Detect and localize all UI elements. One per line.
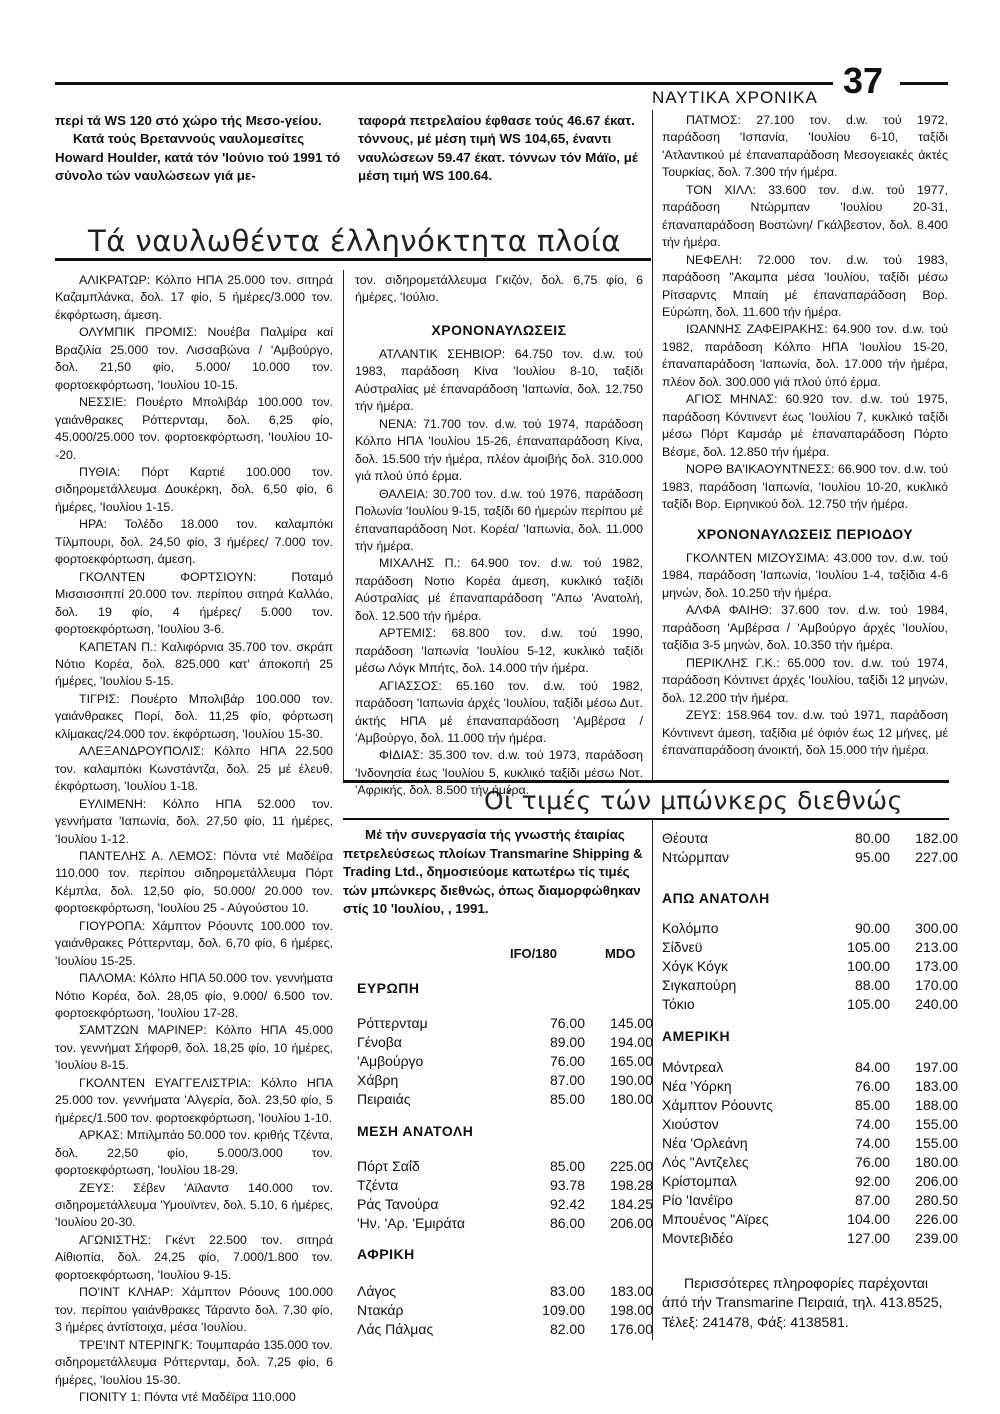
port-name: Ντακάρ (357, 1302, 404, 1318)
charter-entry: ΑΓΙΟΣ ΜΗΝΑΣ: 60.920 τον. d.w. τού 1975, παράδοση Κόντινεντ έως 'Ιουλίου 7, κυκλικό ταξίδι μέσω Πόρτ Καμσάρ μέ έπαναπαράδοση Πόρτο Βέσμε, δολ. 12.850 τήν ήμέρα. (662, 392, 948, 459)
port-name: Μόντρεαλ (662, 1059, 724, 1075)
mdo-price: 145.00 (610, 1015, 653, 1031)
mdo-price: 300.00 (915, 920, 958, 936)
contact-footer (662, 1274, 952, 1332)
mdo-price: 213.00 (915, 939, 958, 955)
port-name: Λάς Πάλμας (357, 1321, 434, 1337)
price-row (357, 1321, 653, 1340)
port-name: Σιγκαπούρη (662, 977, 737, 993)
price-row (662, 1097, 958, 1116)
ifo-price: 76.00 (549, 1015, 585, 1031)
mdo-price: 280.50 (915, 1192, 958, 1208)
intro-paragraph: Κατά τούς Βρεταννούς ναυλομεσίτες Howard Houlder, κατά τόν 'Ιούνιο τού 1991 τό σύνολο τών ναυλώσεων γιά με- (55, 131, 341, 183)
charter-entry: ΗΡΑ: Τολέδο 18.000 τον. καλαμπόκι Τίλμπουρι, δολ. 24,50 φίο, 3 ήμέρες/ 7.000 τον. φορτοεκφόρτωση, άμεση. (55, 517, 333, 567)
charter-entry: ΘΑΛΕΙΑ: 30.700 τον. d.w. τού 1976, παράδοση Πολωνία 'Ιουλίου 9-15, ταξίδι 60 ήμερών περίπου μέ έπαναπαράδοση Νοτ. Κορέα/ 'Ιαπωνία, δολ. 11.000 τήν ήμέρα. (355, 486, 643, 553)
price-row (357, 1053, 653, 1072)
column-divider (652, 110, 653, 780)
port-name: Θέουτα (662, 830, 708, 846)
page-number: 37 (843, 60, 884, 101)
ifo-price: 89.00 (549, 1034, 585, 1050)
charter-entry: ΓΙΟΝΙΤΥ 1: Πόντα ντέ Μαδέϊρα 110.000 (79, 1390, 296, 1404)
mdo-price: 183.00 (610, 1283, 653, 1299)
mdo-price: 197.00 (915, 1059, 958, 1075)
timecharter-column-3 (662, 112, 948, 513)
mdo-price: 226.00 (915, 1211, 958, 1227)
charter-entry: ΠΑΤΜΟΣ: 27.100 τον. d.w. τού 1972, παράδοση 'Ισπανία, 'Ιουλίου 6-10, ταξίδι 'Ατλαντικού μέ έπαναπαράδοση Μεσογειακές άκτές Τουρκίας, δολ. 7.300 τήν ήμέρα. (662, 113, 948, 180)
mdo-price: 227.00 (915, 849, 958, 865)
charter-entry: ΚΑΠΕΤΑΝ Π.: Καλιφόρνια 35.700 τον. σκράπ Νότιο Κορέα, δολ. 825.000 κατ' άποκοπή 25 ήμέρες, 'Ιουλίου 5-15. (55, 639, 333, 689)
bunker-intro: Μέ τήν συνεργασία τής γνωστής έταιρίας πετρελεύσεως πλοίων Transmarine Shipping & Trading Ltd., δημοσιεύομε κατωτέρω τίς τιμές τών μπώνκερς διεθνώς, όπως διαμορφώθηκαν στίς 10 'Ιουλίου, , 1991. (343, 827, 643, 917)
region-heading: ΜΕΣΗ ΑΝΑΤΟΛΗ (357, 1123, 474, 1139)
price-row (662, 849, 958, 868)
charter-entry: ΕΥΛΙΜΕΝΗ: Κόλπο ΗΠΑ 52.000 τον. γεννήματα 'Ιαπωνία, δολ. 27,50 φίο, 11 ήμέρες, 'Ιουλίου 1-12. (55, 796, 333, 846)
price-row (662, 996, 958, 1015)
ifo-price: 95.00 (854, 849, 890, 865)
ifo-price: 82.00 (549, 1321, 585, 1337)
region-heading: ΑΜΕΡΙΚΗ (662, 1028, 731, 1044)
ifo-price: 76.00 (854, 1154, 890, 1170)
magazine-title: ΝΑΥΤΙΚΑ ΧΡΟΝΙΚΑ (652, 88, 818, 107)
price-row (662, 1154, 958, 1173)
ifo-price: 80.00 (854, 830, 890, 846)
port-name: Πειραιάς (357, 1091, 411, 1107)
ifo-price: 84.00 (854, 1059, 890, 1075)
ifo-price: 92.42 (549, 1196, 585, 1212)
ifo-price: 85.00 (549, 1091, 585, 1107)
mdo-price: 173.00 (915, 958, 958, 974)
ifo-price: 105.00 (847, 939, 890, 955)
price-row (662, 1173, 958, 1192)
continued-entry: τον. σιδηρομετάλλευμα Γκιζόν, δολ. 6,75 φίο, 6 ήμέρες, 'Ιούλιο. (355, 273, 643, 305)
mdo-price: 180.00 (610, 1091, 653, 1107)
mdo-price: 206.00 (610, 1215, 653, 1231)
mdo-price: 176.00 (610, 1321, 653, 1337)
port-name: Τόκιο (662, 996, 695, 1012)
charter-entry: ΝΕΣΣΙΕ: Πουέρτο Μπολιβάρ 100.000 τον. γαιάνθρακες Ρόττερνταμ, δολ. 6,25 φίο, 45.000/25.000 τον. φορτοεκφόρτωση, 'Ιουλίου 10--20. (55, 395, 333, 462)
price-table (357, 1015, 653, 1110)
ifo-price: 100.00 (847, 958, 890, 974)
ifo-price: 93.78 (549, 1177, 585, 1193)
price-row (662, 958, 958, 977)
ifo-price: 104.00 (847, 1211, 890, 1227)
mdo-price: 190.00 (610, 1072, 653, 1088)
port-name: Ράς Τανούρα (357, 1196, 439, 1212)
intro-column-1 (55, 112, 347, 185)
port-name: Λός "Αντζελες (662, 1154, 749, 1170)
mdo-price: 239.00 (915, 1230, 958, 1246)
intro-column-2 (358, 112, 648, 185)
mdo-price: 198.00 (610, 1302, 653, 1318)
mdo-price: 182.00 (915, 830, 958, 846)
ifo-price: 87.00 (854, 1192, 890, 1208)
footer-text: Περισσότερες πληροφορίες παρέχονται άπό τήν Transmarine Πειραιά, τηλ. 413.8525, Τέλεξ: 241478, Φάξ: 4138581. (662, 1275, 943, 1330)
price-row (357, 1215, 653, 1234)
mdo-price: 188.00 (915, 1097, 958, 1113)
ifo-price: 85.00 (549, 1158, 585, 1174)
ifo-price: 127.00 (847, 1230, 890, 1246)
charter-entry: ΑΤΛΑΝΤΙΚ ΣΕΗΒΙΟΡ: 64.750 τον. d.w. τού 1983, παράδοση Κίνα 'Ιουλίου 8-10, ταξίδι Αύστραλίας μέ έπαναράδοση 'Ιαπωνία, δολ. 12.750 τήν ήμέρα. (355, 347, 643, 414)
charter-entry: ΑΛΕΞΑΝΔΡΟΥΠΟΛΙΣ: Κόλπο ΗΠΑ 22.500 τον. καλαμπόκι Κωνστάντζα, δολ. 25 μέ έλευθ. έκφόρτωση, 'Ιουλίου 1-18. (55, 744, 333, 794)
port-name: Ρίο 'Ιανέϊρο (662, 1192, 733, 1208)
charter-entry: ΝΟΡΘ ΒΑ'ΙΚΑΟΥΝΤΝΕΣΣ: 66.900 τον. d.w. τού 1983, παράδοση 'Ιαπωνία, 'Ιουλίου 10-20, κυκλικό ταξίδι Βορ. Ειρηνικού δολ. 12.750 τήν ήμέρα. (662, 462, 948, 511)
period-charter-heading: ΧΡΟΝΟΝΑΥΛΩΣΕΙΣ ΠΕΡΙΟΔΟΥ (696, 526, 914, 542)
port-name: Κρίστομπαλ (662, 1173, 737, 1189)
price-table (662, 830, 958, 868)
price-row (662, 1192, 958, 1211)
price-row (662, 977, 958, 996)
charter-entry: ΑΡΚΑΣ: Μπιλμπάο 50.000 τον. κριθής Τζέντα, δολ. 22,50 φίο, 5.000/3.000 τον. φορτοεκφόρτωση, 'Ιουλίου 18-29. (55, 1128, 333, 1178)
charter-entry: ΠΑΝΤΕΛΗΣ Α. ΛΕΜΟΣ: Πόντα ντέ Μαδέϊρα 110.000 τον. περίπου σιδηρομετάλλευμα Πόρτ Κέμπλα, δολ. 12,50 φίο, 50.000/ 20.000 τον. φορτοεκφόρτωση, 'Ιουλίου 25 - Αύγούστου 10. (55, 848, 333, 916)
mdo-price: 198.28 (610, 1177, 653, 1193)
charter-entry: ΑΡΤΕΜΙΣ: 68.800 τον. d.w. τού 1990, παράδοση 'Ιαπωνία 'Ιουλίου 5-12, κυκλικό ταξίδι μέσω Λόγκ Μπήτς, δολ. 14.000 τήν ήμέρα. (355, 626, 643, 676)
ifo-price: 92.00 (854, 1173, 890, 1189)
port-name: Γένοβα (357, 1034, 402, 1050)
region-heading: ΑΦΡΙΚΗ (357, 1246, 415, 1262)
ifo-price: 105.00 (847, 996, 890, 1012)
column-header-ifo: IFO/180 (510, 946, 557, 961)
price-row (662, 830, 958, 849)
section-rule (343, 780, 949, 783)
port-name: Χόγκ Κόγκ (662, 958, 728, 974)
charter-entry: ΜΙΧΑΛΗΣ Π.: 64.900 τον. d.w. τού 1982, παράδοση Νοτιο Κορέα άμεση, κυκλικό ταξίδι Αύστραλίας μέ έπαναπαράδοση "Απω 'Ανατολή, δολ. 12.500 τήν ήμέρα. (355, 556, 643, 623)
charter-entry: ΑΛΙΚΡΑΤΩΡ: Κόλπο ΗΠΑ 25.000 τον. σιτηρά Καζαμπλάνκα, δολ. 17 φίο, 5 ήμέρες/3.000 τον. έκφόρτωση, άμεση. (55, 273, 333, 322)
port-name: Κολόμπο (662, 920, 719, 936)
port-name: Ντώρμπαν (662, 849, 729, 865)
timecharter-heading: ΧΡΟΝΟΝΑΥΛΩΣΕΙΣ (431, 322, 567, 338)
charter-entry: ΟΛΥΜΠΙΚ ΠΡΟΜΙΣ: Νουέβα Παλμίρα καί Βραζιλία 25.000 τον. Λισσαβώνα / 'Αμβούργο, δολ. 21,50 φίο, 5.000/ 10.000 τον. φορτοεκφόρτωση, 'Ιουλίου 10-15. (55, 325, 333, 392)
charter-entry: ΠΑΛΟΜΑ: Κόλπο ΗΠΑ 50.000 τον. γεννήματα Νότιο Κορέα, δολ. 28,05 φίο, 9.000/ 6.500 τον. φορτοεκφόρτωση, 'Ιουλίου 17-28. (55, 971, 333, 1021)
mdo-price: 206.00 (915, 1173, 958, 1189)
port-name: Νέα 'Υόρκη (662, 1078, 732, 1094)
charter-entry: ΑΓΙΑΣΣΟΣ: 65.160 τον. d.w. τού 1982, παράδοση 'Ιαπωνία άρχές 'Ιουλίου, ταξίδι μέσω Δυτ. άκτής ΗΠΑ μέ έπαναπαράδοση 'Αμβέρσα / 'Αμβούργο, δολ. 11.000 τήν ήμέρα. (355, 678, 643, 745)
charter-entry: ΤΡΕ'ΙΝΤ ΝΤΕΡΙΝΓΚ: Τουμπαράο 135.000 τον. σιδηρομετάλλευμα Ρόττερνταμ, δολ. 7,25 φίο, 6 ήμέρες, 'Ιουλίου 15-30. (55, 1337, 333, 1387)
charter-entry: ΓΚΟΛΝΤΕΝ ΜΙΖΟΥΣΙΜΑ: 43.000 τον. d.w. τού 1984, παράδοση 'Ιαπωνία, 'Ιουλίου 1-4, ταξίδια 4-6 μηνών, δολ. 10.250 τήν ήμέρα. (662, 551, 948, 600)
price-row (662, 1135, 958, 1154)
charter-entry: ΠΕΡΙΚΛΗΣ Γ.Κ.: 65.000 τον. d.w. τού 1974, παράδοση Κόντινετ άρχές 'Ιουλίου, ταξίδι 12 μηνών, δολ. 12.200 τήν ήμέρα. (662, 655, 948, 705)
price-row (357, 1072, 653, 1091)
mdo-price: 240.00 (915, 996, 958, 1012)
price-row (357, 1302, 653, 1321)
price-table (357, 1283, 653, 1340)
mdo-price: 184.25 (610, 1196, 653, 1212)
price-row (662, 1116, 958, 1135)
port-name: Μοντεβιδέο (662, 1230, 734, 1246)
period-charter-column (662, 550, 948, 759)
ifo-price: 83.00 (549, 1283, 585, 1299)
headline-underline (55, 258, 651, 261)
ifo-price: 88.00 (854, 977, 890, 993)
mdo-price: 183.00 (915, 1078, 958, 1094)
ifo-price: 76.00 (854, 1078, 890, 1094)
timecharter-column (355, 346, 643, 800)
port-name: Σίδνεϋ (662, 939, 703, 955)
charter-entry: ΤΟΝ ΧΙΛΛ: 33.600 τον. d.w. τού 1977, παράδοση Ντώρμπαν 'Ιουλίου 20-31, έπαναπαράδοση Βοστώνη/ Γκάλβεστον, δολ. 8.400 τήν ήμέρα. (662, 182, 948, 250)
price-row (357, 1158, 653, 1177)
price-row (662, 1059, 958, 1078)
port-name: Χιούστον (662, 1116, 719, 1132)
headline-chartered-ships: Τά ναυλωθέντα έλληνόκτητα πλοία (88, 224, 621, 258)
ifo-price: 90.00 (854, 920, 890, 936)
charter-entry: ΓΚΟΛΝΤΕΝ ΕΥΑΓΓΕΛΙΣΤΡΙΑ: Κόλπο ΗΠΑ 25.000 τον. γεννήματα 'Αλγερία, δολ. 23,50 φίο, 5 ήμέρες/1.500 τον. φορτοεκφόρτωση, 'Ιουλίου 1-10. (55, 1075, 333, 1125)
port-name: Ρόττερνταμ (357, 1015, 428, 1031)
intro-paragraph: περί τά WS 120 στό χώρο τής Μεσο-γείου. (55, 113, 322, 128)
port-name: Νέα 'Ορλεάνη (662, 1135, 748, 1151)
region-heading: ΕΥΡΩΠΗ (357, 980, 420, 996)
charter-entry: ΠΥΘΙΑ: Πόρτ Καρτιέ 100.000 τον. σιδηρομετάλλευμα Δουκέρκη, δολ. 6,50 φίο, 6 ήμέρες, 'Ιουλίου 1-15. (55, 464, 333, 514)
price-row (357, 1015, 653, 1034)
charter-entry: ΖΕΥΣ: 158.964 τον. d.w. τού 1971, παράδοση Κόντινεντ άμεση, ταξίδια μέ όφιόν έως 12 μήνες, μέ έπαναπαράδοση άνοικτή, δολ 15.000 τήν ήμέρα. (662, 708, 948, 757)
intro-paragraph: ταφορά πετρελαίου έφθασε τούς 46.67 έκατ. τόννους, μέ μέση τιμή WS 104,65, έναντι ναυλώσεων 59.47 έκατ. τόννων τόν Μάϊο, μέ μέση τιμή WS 100.64. (358, 113, 638, 183)
ifo-price: 74.00 (854, 1135, 890, 1151)
section-rule (343, 818, 949, 820)
port-name: Χάβρη (357, 1072, 399, 1088)
region-heading: ΑΠΩ ΑΝΑΤΟΛΗ (662, 890, 770, 906)
charter-entry: ΦΙΔΙΑΣ: 35.300 τον. d.w. τού 1973, παράδοση 'Ινδονησία έως 'Ιουλίου 5, κυκλικό ταξίδι μέσω Νοτ. 'Αφρικής, δολ. 8.500 τήν ήμέρα. (355, 748, 643, 798)
charter-entry: ΑΛΦΑ ΦΑΙΗΘ: 37.600 τον. d.w. τού 1984, παράδοση 'Αμβέρσα / 'Αμβούργο άρχές 'Ιουλίου, ταξίδια 3-5 μηνών, δολ. 10.350 τήν ήμέρα. (662, 603, 948, 653)
charter-entry: ΝΕΝΑ: 71.700 τον. d.w. τού 1974, παράδοση Κόλπο ΗΠΑ 'Ιουλίου 15-26, έπαναπαράδοση Κίνα, δολ. 15.500 τήν ήμέρα, πλέον άμοιβής δολ. 310.000 γιά πλού ύπό έρμα. (355, 416, 643, 484)
price-table (662, 1059, 958, 1249)
mdo-price: 155.00 (915, 1116, 958, 1132)
charters-column-2 (355, 272, 643, 307)
port-name: 'Ην. 'Αρ. 'Εμιράτα (357, 1215, 465, 1231)
charter-entry: ΠΟ'ΙΝΤ ΚΛΗΑΡ: Χάμπτον Ρόουνς 100.000 τον. περίπου γαιάνθρακες Τάραντο δολ. 7,30 φίο, 3 ήμέρες άντίστοιχα, μέσα 'Ιουλίου. (55, 1285, 333, 1335)
price-row (357, 1177, 653, 1196)
ifo-price: 85.00 (854, 1097, 890, 1113)
price-row (357, 1034, 653, 1053)
ifo-price: 87.00 (549, 1072, 585, 1088)
ifo-price: 76.00 (549, 1053, 585, 1069)
column-divider (343, 270, 344, 780)
price-row (662, 939, 958, 958)
mdo-price: 225.00 (610, 1158, 653, 1174)
port-name: 'Αμβούργο (357, 1053, 424, 1069)
charter-entry: ΣΑΜΤΖΩΝ ΜΑΡΙΝΕΡ: Κόλπο ΗΠΑ 45.000 τον. γεννήματ Σήφορθ, δολ. 18,25 φίο, 10 ήμέρες, 'Ιουλίου 8-15. (55, 1023, 333, 1073)
mdo-price: 165.00 (610, 1053, 653, 1069)
price-row (357, 1196, 653, 1215)
charter-entry: ΙΩΑΝΝΗΣ ΖΑΦΕΙΡΑΚΗΣ: 64.900 τον. d.w. τού 1982, παράδοση Κόλπο ΗΠΑ 'Ιουλίου 15-20, έπαναπαράδοση 'Ιαπωνία, δολ. 17.000 τήν ήμέρα, πλέον δολ. 300.000 γιά πλού ύπό έρμα. (662, 322, 948, 389)
column-header-mdo: MDO (605, 946, 636, 961)
price-row (357, 1091, 653, 1110)
charter-entry: ΝΕΦΕΛΗ: 72.000 τον. d.w. τού 1983, παράδοση "Ακαμπα μέσα 'Ιουλίου, ταξίδι μέσω Ρίτσαρντς Μπαίη μέ έπαναπαράδοση Βορ. Εύρώπη, δολ. 11.600 τήν ήμέρα. (662, 252, 948, 319)
voyage-charters-column (55, 272, 333, 1406)
charter-entry: ΤΙΓΡΙΣ: Πουέρτο Μπολιβάρ 100.000 τον. γαιάνθρακες Πορί, δολ. 11,25 φίο, φόρτωση κλίμακας/24.000 τον. έκφόρτωση, 'Ιουλίου 15-30. (55, 691, 333, 741)
price-row (662, 1078, 958, 1097)
charter-entry: ΖΕΥΣ: Σέβεν 'Αϊλαντσ 140.000 τον. σιδηρομετάλλευμα 'Υμουϊντεν, δολ. 5.10, 6 ήμέρες, 'Ιουλίου 20-30. (55, 1180, 333, 1230)
ifo-price: 86.00 (549, 1215, 585, 1231)
mdo-price: 194.00 (610, 1034, 653, 1050)
ifo-price: 74.00 (854, 1116, 890, 1132)
price-row (662, 1230, 958, 1249)
port-name: Χάμπτον Ρόουντς (662, 1097, 773, 1113)
headline-bunker-prices: Οί τιμές τών μπώνκερς διεθνώς (484, 786, 903, 815)
port-name: Πόρτ Σαΐδ (357, 1158, 420, 1174)
port-name: Τζέντα (357, 1177, 399, 1193)
mdo-price: 170.00 (915, 977, 958, 993)
price-table (662, 920, 958, 1015)
price-table (357, 1158, 653, 1234)
charter-entry: ΓΚΟΛΝΤΕΝ ΦΟΡΤΣΙΟΥΝ: Ποταμό Μισσισσιππί 20.000 τον. περίπου σιτηρά Καλλάο, δολ. 19 φίο, 4 ήμέρες/ 5.000 τον. φορτοεκφόρτωση, 'Ιουλίου 3-6. (55, 569, 333, 637)
port-name: Μπουένος "Αϊρες (662, 1211, 769, 1227)
ifo-price: 109.00 (542, 1302, 585, 1318)
price-row (662, 1211, 958, 1230)
mdo-price: 180.00 (915, 1154, 958, 1170)
header-rule-right (900, 82, 948, 85)
price-row (357, 1283, 653, 1302)
charter-entry: ΓΙΟΥΡΟΠΑ: Χάμπτον Ρόουντς 100.000 τον. γαιάνθρακες Ρόττερνταμ, δολ. 6,70 φίο, 6 ήμέρες, 'Ιουλίου 15-25. (55, 918, 333, 968)
mdo-price: 155.00 (915, 1135, 958, 1151)
port-name: Λάγος (357, 1283, 396, 1299)
header-rule (55, 82, 833, 85)
price-row (662, 920, 958, 939)
charter-entry: ΑΓΩΝΙΣΤΗΣ: Γκέντ 22.500 τον. σιτηρά Αίθιοπία, δολ. 24,25 φίο, 7.000/1.800 τον. φορτοεκφόρτωση, 'Ιουλίου 9-15. (55, 1232, 333, 1282)
